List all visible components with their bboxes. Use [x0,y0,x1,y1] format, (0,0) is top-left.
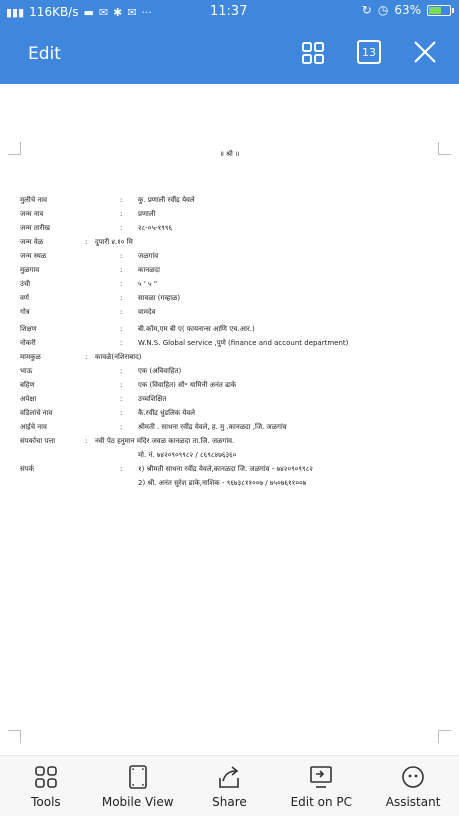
more-icon: ··· [141,5,153,19]
field-value: प्रणाली [138,210,156,218]
field-value: नवी पेठ हनुमान मंदिर जवळ कानळदा ता.जि. जळगांव. [95,437,235,445]
field-value: बी.कॉम,एम बी ए( फायनान्स आणि एच.आर.) [138,325,255,333]
app-bar [0,24,459,84]
field-label: संपर्क [20,465,35,473]
field-label: भाऊ [20,367,33,375]
field-separator: : [120,294,123,302]
alarm-icon: ◷ [377,3,389,17]
field-value: एक (विवाहित) सौ॰ यामिनी अनंत ढाके [138,381,237,389]
field-label: वडिलांचे नाव [20,409,53,417]
mobile-view-label: Mobile View [101,795,174,809]
field-separator: : [120,196,123,204]
crop-mark [8,730,21,743]
battery-icon [427,5,451,16]
message-icon: ▬ [83,5,94,19]
field-label: मुळगाव [20,266,40,274]
mobile-view-button[interactable] [93,756,183,809]
field-value: वामदेव [138,308,156,316]
bottom-toolbar [0,755,459,816]
share-label: Share [212,795,247,809]
field-separator: : [120,224,123,232]
field-label: मामकुळ [20,353,41,361]
field-separator: : [120,210,123,218]
field-separator: : [120,367,123,375]
tools-button[interactable] [1,756,91,809]
field-value: 2) श्री. अनंत सुरेश ढाके,नाशिक - ९६७३८११००७ / ७५०७६११००७ [138,479,307,487]
field-label: जन्म तारीख [20,224,51,232]
field-separator: : [120,465,123,473]
field-separator: : [120,423,123,431]
field-label: अपेक्षा [20,395,37,403]
crop-mark [438,730,451,743]
field-value: कै.रवींद्र धुंडलिक येवले [138,409,196,417]
mobile-view-icon [125,764,151,790]
field-separator: : [120,409,123,417]
field-value: ५ ' ५ " [138,280,158,288]
field-label: नोकरी [20,339,36,347]
field-separator: : [120,339,123,347]
field-value: W.N.S. Global service ,पुणे (finance and account department) [138,339,349,347]
field-value: कु. प्रणाली रवींद्र येवले [138,196,195,204]
field-label: जन्म स्थळ [20,252,47,260]
document-page[interactable] [0,84,459,755]
status-right [362,3,451,17]
field-value: १) श्रीमती साधना रवींद्र येवले,कानळदा जि. जळगांव - ७४२०९०९९८२ [138,465,313,473]
edit-on-pc-icon [308,764,334,790]
close-icon[interactable] [412,39,438,65]
status-bar [0,0,459,24]
grid-view-icon[interactable] [301,41,325,65]
mail-icon: ✉ [98,5,109,19]
page-count: 13 [362,45,376,59]
field-value: जळगांव [138,252,159,260]
battery-percent: 63% [394,3,421,17]
field-separator: : [120,395,123,403]
tools-icon [33,764,59,790]
signal-icon: ▮▮▮ [6,5,25,19]
field-label: शिक्षण [20,325,37,333]
field-separator: : [120,381,123,389]
network-speed: 116KB/s [29,5,79,19]
status-left [6,5,152,19]
field-separator: : [85,353,88,361]
field-label: मुलीचे नाव [20,196,48,204]
field-value: उच्चशिक्षित [138,395,167,403]
field-value: कानळदा [138,266,160,274]
assistant-icon [400,764,426,790]
field-separator: : [85,238,88,246]
field-separator: : [120,325,123,333]
share-icon [216,764,242,790]
tools-label: Tools [31,795,61,809]
page-count-button[interactable] [357,40,381,64]
field-value: श्रीमती . साधना रवींद्र येवले, ह. मु .कानळदा ,जि. जळगांव [138,423,287,431]
settings-icon: ✱ [113,5,123,19]
field-separator: : [85,437,88,445]
edit-on-pc-label: Edit on PC [290,795,352,809]
edit-button[interactable]: Edit [28,44,61,64]
field-value: २८-०५-१९९६ [138,224,173,232]
field-label: बहिण [20,381,35,389]
edit-on-pc-button[interactable] [276,756,366,809]
clock: 11:37 [210,4,248,19]
field-separator: : [120,280,123,288]
assistant-label: Assistant [385,795,441,809]
field-label: वर्ण [20,294,29,302]
field-label: आईचे नाव [20,423,47,431]
document-title: ॥ श्री ॥ [219,150,240,158]
field-separator: : [120,266,123,274]
sync-icon: ↻ [361,3,372,17]
share-button[interactable] [184,756,274,809]
field-value: कावळे(नशिराबाद) [95,353,142,361]
field-separator: : [120,308,123,316]
field-value: दुपारी ४.१० मि [95,238,133,246]
field-label: जन्म वेळ [20,238,44,246]
field-separator: : [120,252,123,260]
field-label: संपर्काचा पत्ता [20,437,56,445]
field-value: मो. नं. ७४२०९०९९८२ / ८६९८४७६३६० [138,451,237,459]
field-label: गोत्र [20,308,30,316]
assistant-button[interactable] [368,756,458,809]
field-label: जन्म नाव [20,210,44,218]
field-label: उंची [20,280,31,288]
field-value: सावळा (गव्हाळ) [138,294,181,302]
field-value: एक (अविवाहित) [138,367,182,375]
mail-icon: ✉ [127,5,137,19]
